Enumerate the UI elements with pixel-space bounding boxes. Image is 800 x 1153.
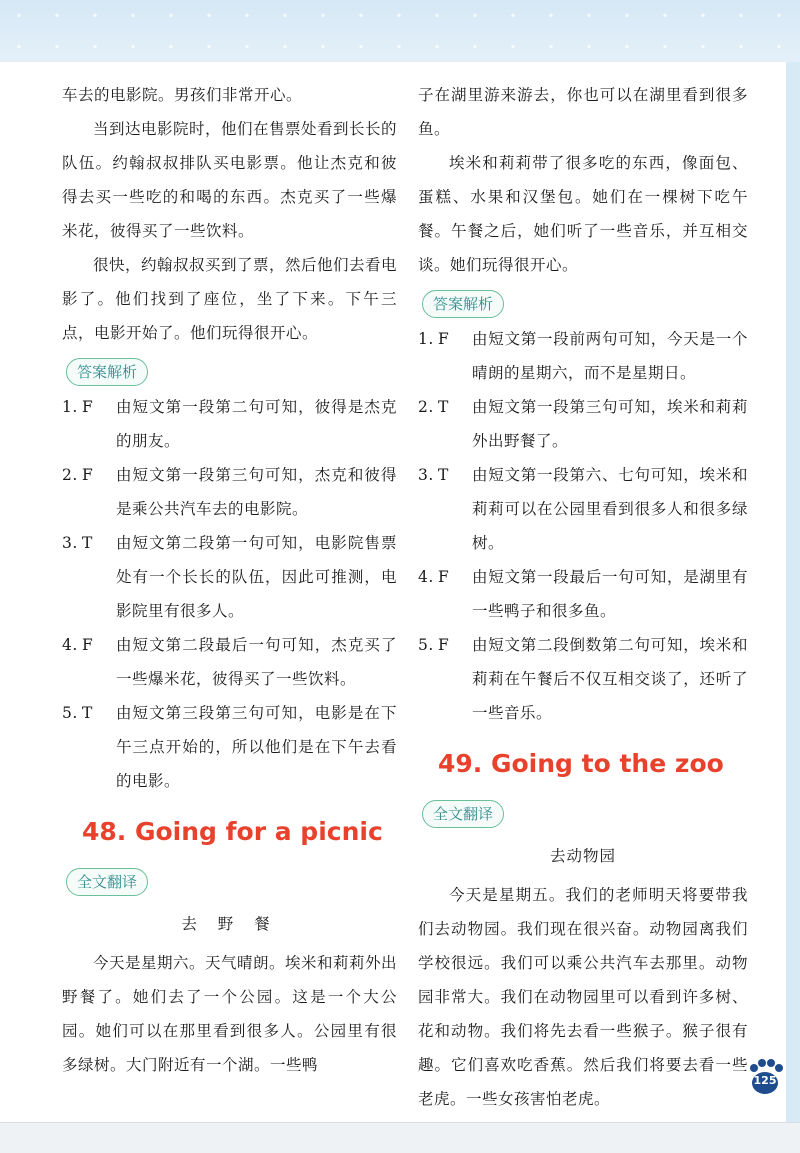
- answer-explanation: 由短文第二段最后一句可知，杰克买了一些爆米花，彼得买了一些饮料。: [116, 636, 397, 688]
- answer-number: 4.: [62, 636, 78, 654]
- answer-explanation: 由短文第一段前两句可知，今天是一个晴朗的星期六，而不是星期日。: [472, 330, 748, 382]
- section-title: 49. Going to the zoo: [438, 749, 724, 778]
- translation-label: 全文翻译: [66, 868, 148, 896]
- answer-explanation: 由短文第三段第三句可知，电影是在下午三点开始的，所以他们是在下午去看的电影。: [116, 704, 397, 790]
- answer-number: 5.: [62, 704, 78, 722]
- answer-number: 1.: [62, 398, 78, 416]
- story-paragraph: 车去的电影院。男孩们非常开心。: [62, 86, 303, 104]
- paw-toe-icon: [775, 1064, 783, 1072]
- story-paragraph: 今天是星期六。天气晴朗。埃米和莉莉外出野餐了。她们去了一个公园。这是一个大公园。她们可以在那里看到很多人。公园里有很多绿树。大门附近有一个湖。一些鸭: [62, 954, 398, 1074]
- paw-toe-icon: [767, 1059, 775, 1067]
- answer-explanation: 由短文第二段倒数第二句可知，埃米和莉莉在午餐后不仅互相交谈了，还听了一些音乐。: [472, 636, 748, 722]
- page-number: 125: [753, 1074, 777, 1087]
- answer-key: T: [82, 534, 93, 552]
- story-title: 去动物园: [549, 847, 616, 865]
- answer-number: 1.: [418, 330, 434, 348]
- paw-toe-icon: [750, 1064, 758, 1072]
- answer-item: [62, 628, 397, 696]
- answer-key: F: [82, 466, 94, 484]
- bottom-margin: [0, 1122, 800, 1153]
- translation-label: 全文翻译: [422, 800, 504, 828]
- paw-toe-icon: [758, 1059, 766, 1067]
- answer-explanation: 由短文第二段第一句可知，电影院售票处有一个长长的队伍，因此可推测，电影院里有很多人。: [116, 534, 397, 620]
- story-title: 去 野 餐: [181, 915, 278, 933]
- left-column: [62, 78, 397, 1082]
- answer-item: [418, 628, 748, 730]
- answer-item: [418, 458, 748, 560]
- answers-label: 答案解析: [66, 358, 148, 386]
- answer-explanation: 由短文第一段最后一句可知，是湖里有一些鸭子和很多鱼。: [472, 568, 748, 620]
- answers-label: 答案解析: [422, 290, 504, 318]
- answer-number: 5.: [418, 636, 434, 654]
- answer-key: F: [438, 330, 450, 348]
- page-number-badge: [748, 1058, 784, 1094]
- answer-explanation: 由短文第一段第三句可知，埃米和莉莉外出野餐了。: [472, 398, 748, 450]
- answer-key: F: [82, 636, 94, 654]
- answer-key: T: [82, 704, 93, 722]
- top-decorative-band: [0, 0, 800, 62]
- answer-item: [418, 560, 748, 628]
- story-paragraph: 很快，约翰叔叔买到了票，然后他们去看电影了。他们找到了座位，坐了下来。下午三点，电影开始了。他们玩得很开心。: [62, 256, 398, 342]
- answer-number: 2.: [62, 466, 78, 484]
- answer-key: F: [438, 568, 450, 586]
- answer-number: 3.: [62, 534, 78, 552]
- story-paragraph: 今天是星期五。我们的老师明天将要带我们去动物园。我们现在很兴奋。动物园离我们学校很远。我们可以乘公共汽车去那里。动物园非常大。我们在动物园里可以看到许多树、花和动物。我们将先去看一些猴子。猴子很有趣。它们喜欢吃香蕉。然后我们将要去看一些老虎。一些女孩害怕老虎。: [418, 886, 748, 1108]
- answer-number: 3.: [418, 466, 434, 484]
- answer-key: T: [438, 398, 449, 416]
- answer-item: [62, 526, 397, 628]
- answer-number: 4.: [418, 568, 434, 586]
- answer-explanation: 由短文第一段第二句可知，彼得是杰克的朋友。: [116, 398, 397, 450]
- story-paragraph: 子在湖里游来游去，你也可以在湖里看到很多鱼。: [418, 86, 748, 138]
- right-column: [418, 78, 748, 1116]
- story-paragraph: 当到达电影院时，他们在售票处看到长长的队伍。约翰叔叔排队买电影票。他让杰克和彼得去买一些吃的和喝的东西。杰克买了一些爆米花，彼得买了一些饮料。: [62, 120, 398, 240]
- answer-item: [62, 390, 397, 458]
- answer-explanation: 由短文第一段第六、七句可知，埃米和莉莉可以在公园里看到很多人和很多绿树。: [472, 466, 748, 552]
- answer-key: F: [438, 636, 450, 654]
- answer-item: [418, 322, 748, 390]
- answer-item: [418, 390, 748, 458]
- answer-key: F: [82, 398, 94, 416]
- section-title: 48. Going for a picnic: [82, 817, 383, 846]
- answer-item: [62, 696, 397, 798]
- answer-explanation: 由短文第一段第三句可知，杰克和彼得是乘公共汽车去的电影院。: [116, 466, 397, 518]
- right-decorative-band: [786, 62, 800, 1122]
- answer-item: [62, 458, 397, 526]
- story-paragraph: 埃米和莉莉带了很多吃的东西，像面包、蛋糕、水果和汉堡包。她们在一棵树下吃午餐。午餐之后，她们听了一些音乐，并互相交谈。她们玩得很开心。: [418, 154, 748, 274]
- answer-key: T: [438, 466, 449, 484]
- answer-number: 2.: [418, 398, 434, 416]
